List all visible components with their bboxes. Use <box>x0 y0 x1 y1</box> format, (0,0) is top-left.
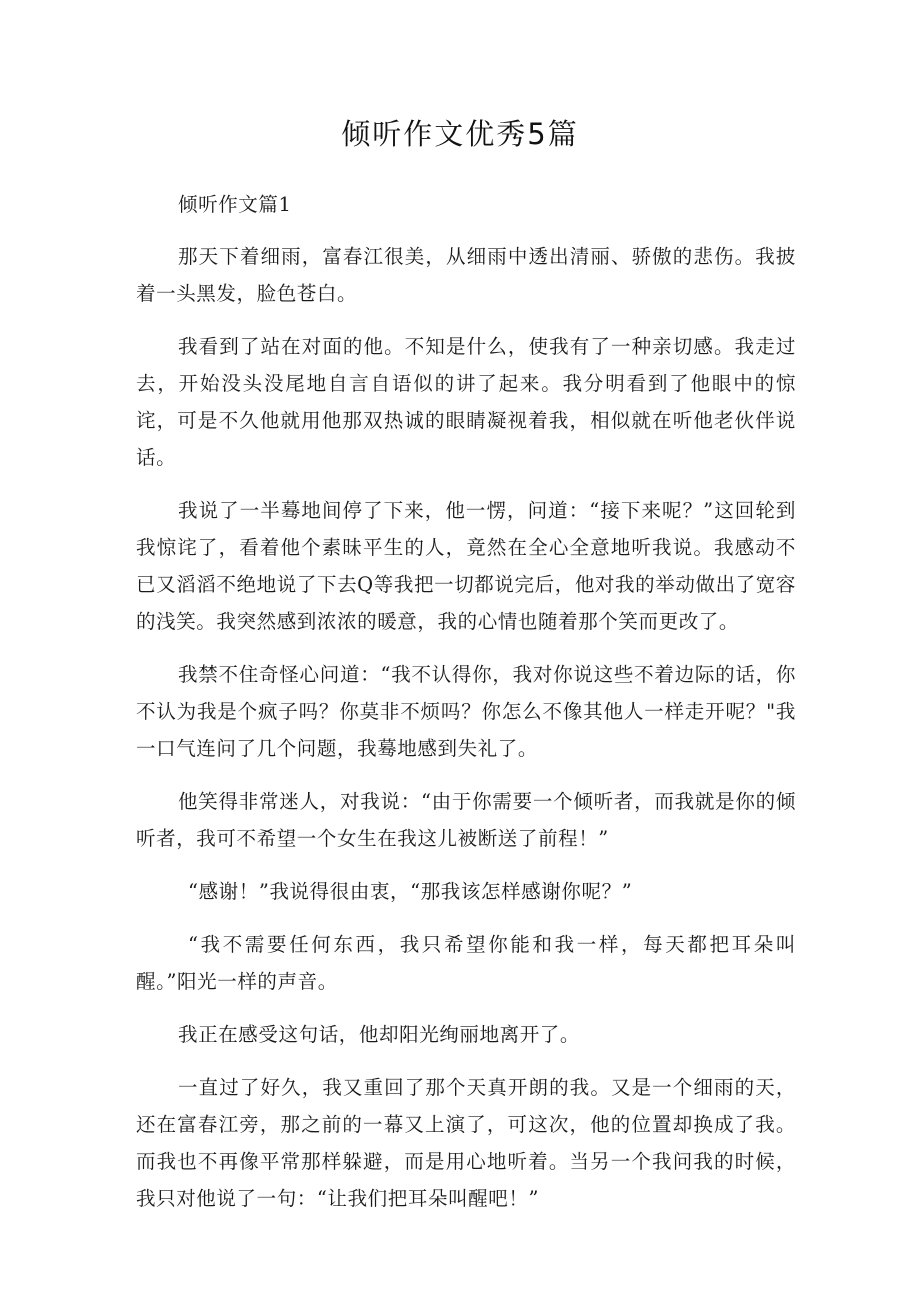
paragraph-1: 那天下着细雨，富春江很美，从细雨中透出清丽、骄傲的悲伤。我披着一头黑发，脸色苍白。 <box>136 245 796 305</box>
paragraph-6: “感谢！”我说得很由衷，“那我该怎样感谢你呢？” <box>188 880 633 903</box>
paragraph-3: 我说了一半蓦地间停了下来，他一愣，问道：“接下来呢？”这回轮到我惊诧了，看着他个素昧平生的人，竟然在全心全意地听我说。我感动不已又滔滔不绝地说了下去Q等我把一切都说完后，他对我的举动做出了宽容的浅笑。我突然感到浓浓的暖意，我的心情也随着那个笑而更改了。 <box>136 499 796 633</box>
paragraph-7: “我不需要任何东西，我只希望你能和我一样，每天都把耳朵叫醒。”阳光一样的声音。 <box>136 933 796 993</box>
document-title: 倾听作文优秀5篇 <box>341 117 579 151</box>
document-body <box>136 186 796 1233</box>
section-heading: 倾听作文篇1 <box>178 193 292 216</box>
paragraph-9: 一直过了好久，我又重回了那个天真开朗的我。又是一个细雨的天，还在富春江旁，那之前的一幕又上演了，可这次，他的位置却换成了我。而我也不再像平常那样躲避，而是用心地听着。当另一个我问我的时候，我只对他说了一句：“让我们把耳朵叫醒吧！” <box>136 1076 796 1210</box>
paragraph-8: 我正在感受这句话，他却阳光绚丽地离开了。 <box>178 1023 581 1046</box>
paragraph-4: 我禁不住奇怪心问道：“我不认得你，我对你说这些不着边际的话，你不认为我是个疯子吗？你莫非不烦吗？你怎么不像其他人一样走开呢？"我一口气连问了几个问题，我蓦地感到失礼了。 <box>136 663 796 760</box>
paragraph-2: 我看到了站在对面的他。不知是什么，使我有了一种亲切感。我走过去，开始没头没尾地自言自语似的讲了起来。我分明看到了他眼中的惊诧，可是不久他就用他那双热诚的眼睛凝视着我，相似就在听他老伙伴说话。 <box>136 335 796 469</box>
paragraph-5: 他笑得非常迷人，对我说：“由于你需要一个倾听者，而我就是你的倾听者，我可不希望一个女生在我这儿被断送了前程！” <box>136 790 796 850</box>
